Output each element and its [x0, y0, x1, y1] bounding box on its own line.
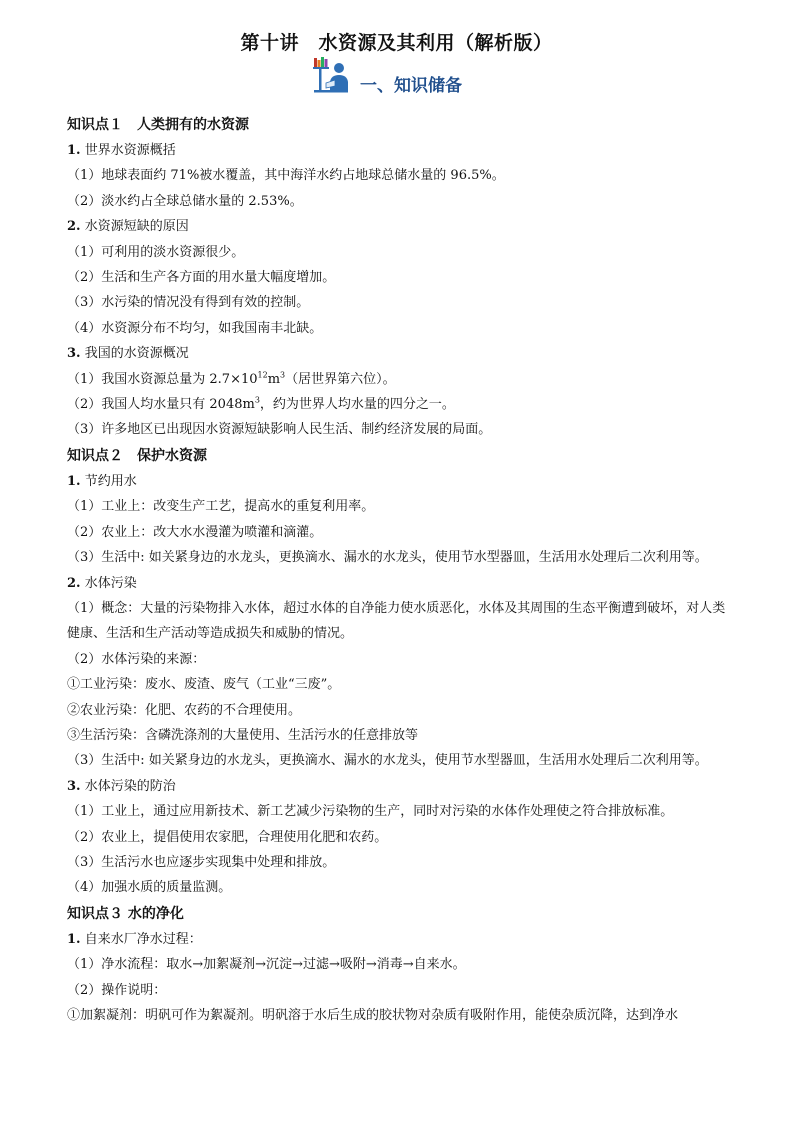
kp1-s3-title: 3. 我国的水资源概况: [67, 346, 189, 362]
kp3-s1-item: （2）操作说明：: [67, 982, 167, 998]
kp3-s1-item: ①加絮凝剂：明矾可作为絮凝剂。明矾溶于水后生成的胶状物对杂质有吸附作用，能使杂质沉降，达到净水: [67, 1008, 679, 1023]
kp3-s1-title: 1. 自来水厂净水过程：: [67, 931, 202, 947]
kp1-s1-item: （2）淡水约占全球总储水量的 2.53%。: [67, 193, 303, 209]
kp1-s2-item: （4）水资源分布不均匀，如我国南丰北缺。: [67, 320, 323, 336]
kp1-s2-item: （3）水污染的情况没有得到有效的控制。: [67, 295, 310, 311]
kp2-s1-title: 1. 节约用水: [67, 473, 137, 489]
document-body: [67, 112, 729, 1028]
kp2-s3-item: （1）工业上，通过应用新技术、新工艺减少污染物的生产，同时对污染的水体作处理使之符合排放标准。: [67, 804, 674, 820]
section-heading: 一、知识储备: [360, 76, 462, 96]
kp2-s2-item: ③生活污染：含磷洗涤剂的大量使用、生活污水的任意排放等: [67, 727, 419, 743]
page-title: 第十讲 水资源及其利用（解析版）: [240, 32, 553, 54]
kp2-s1-item: （1）工业上：改变生产工艺，提高水的重复利用率。: [67, 499, 375, 515]
kp2-heading: 知识点２ 保护水资源: [67, 447, 207, 464]
kp2-s1-item: （2）农业上：改大水水漫灌为喷灌和滴灌。: [67, 524, 323, 540]
kp1-heading: 知识点１ 人类拥有的水资源: [67, 117, 249, 133]
reading-person-icon: [312, 56, 352, 98]
kp1-s2-title: 2. 水资源短缺的原因: [67, 219, 189, 235]
kp1-s3-item: （1）我国水资源总量为 $2.7\times 10^{12}m^3$（居世界第六位）。: [67, 370, 396, 387]
kp2-s2-item: （2）水体污染的来源：: [67, 651, 206, 667]
kp1-s3-item: （3）许多地区已出现因水资源短缺影响人民生活、制约经济发展的局面。: [67, 422, 492, 438]
kp1-s2-item: （2）生活和生产各方面的用水量大幅度增加。: [67, 270, 336, 286]
kp1-s3-item: （2）我国人均水量只有 $2048m^3$，约为世界人均水量的四分之一。: [67, 395, 455, 413]
kp2-s3-item: （4）加强水质的质量监测。: [67, 880, 232, 896]
kp2-s3-item: （2）农业上，提倡使用农家肥，合理使用化肥和农药。: [67, 829, 388, 845]
kp3-heading: 知识点３ 水的净化: [67, 905, 184, 922]
kp1-s2-item: （1）可利用的淡水资源很少。: [67, 244, 245, 260]
kp2-s1-item: （3）生活中: 如关紧身边的水龙头，更换滴水、漏水的水龙头，使用节水型器皿，生活用水处理后二次利用等。: [67, 550, 708, 566]
kp2-s2-item: （1）概念：大量的污染物排入水体，超过水体的自净能力使水质恶化，水体及其周围的生态平衡遭到破坏，对人类健康、生活和生产活动等造成损失和威胁的情况。: [67, 600, 726, 642]
kp2-s2-item: ①工业污染：废水、废渣、废气（工业“三废”。: [67, 677, 341, 693]
kp2-s3-item: （3）生活污水也应逐步实现集中处理和排放。: [67, 854, 336, 870]
kp2-s3-title: 3. 水体污染的防治: [67, 778, 176, 794]
kp2-s2-title: 2. 水体污染: [67, 575, 137, 591]
section-header: [312, 58, 462, 98]
kp2-s2-item: （3）生活中: 如关紧身边的水龙头，更换滴水、漏水的水龙头，使用节水型器皿，生活用水处理后二次利用等。: [67, 753, 708, 769]
kp2-s2-item: ②农业污染：化肥、农药的不合理使用。: [67, 702, 302, 718]
kp1-s1-item: （1）地球表面约 71%被水覆盖，其中海洋水约占地球总储水量的 96.5%。: [67, 168, 505, 184]
kp1-s1-title: 1. 世界水资源概括: [67, 143, 176, 158]
kp3-s1-item: （1）净水流程：取水→加絮凝剂→沉淀→过滤→吸附→消毒→自来水。: [67, 957, 466, 973]
